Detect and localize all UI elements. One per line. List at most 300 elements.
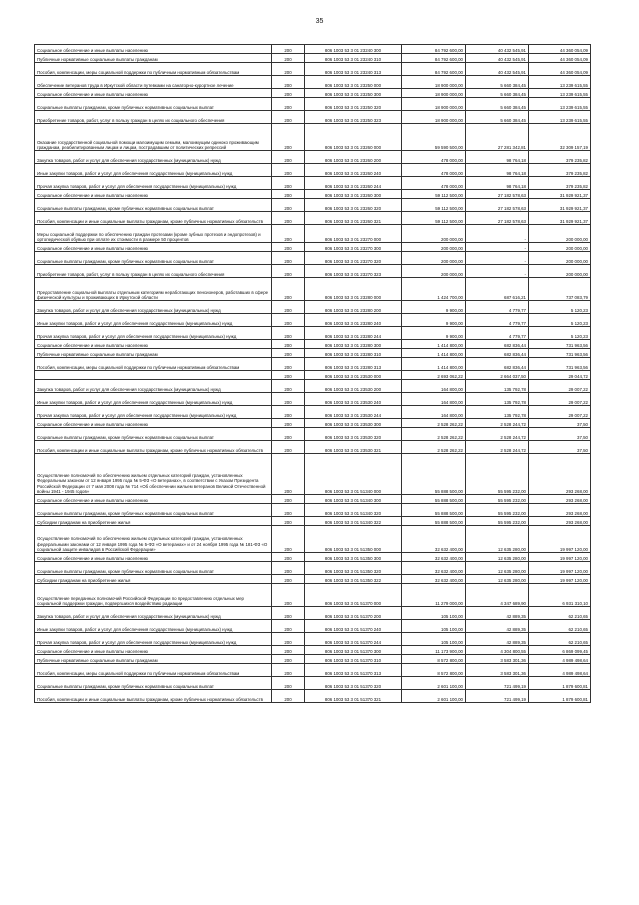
table-row — [35, 212, 591, 225]
row-unexecuted: 19 997 120,00 — [529, 553, 591, 562]
row-name: Социальное обеспечение и иные выплаты населению — [35, 45, 272, 54]
row-budget-code: 806 1003 53 3 01 23240 310 — [305, 54, 402, 63]
row-line-code: 200 — [272, 393, 305, 406]
table-row — [35, 517, 591, 526]
row-name: Осуществление полномочий по обеспечению жильем отдельных категорий граждан, установленных федеральными законами от 12 января 1995 года № 5-ФЗ «О ветеранах» и от 24 ноября 1995 года № 181-ФЗ «О социальной защите инвалидов в Российской Федерации» — [35, 526, 272, 553]
row-budget-code: 806 1003 53 3 01 23530 240 — [305, 393, 402, 406]
row-line-code: 200 — [272, 504, 305, 517]
row-line-code: 200 — [272, 690, 305, 703]
row-line-code: 200 — [272, 98, 305, 111]
row-unexecuted: 19 997 120,00 — [529, 526, 591, 553]
row-executed: 55 595 232,00 — [466, 517, 529, 526]
row-line-code: 200 — [272, 225, 305, 243]
row-line-code: 200 — [272, 252, 305, 265]
row-name: Меры социальной поддержки по обеспечению граждан протезами (кроме зубных протезов и эндопротезов) и ортопедической обувью при оплате их стоимости в размере 50 процентов — [35, 225, 272, 243]
row-name: Прочая закупка товаров, работ и услуг для обеспечения государственных (муниципальных) нужд — [35, 327, 272, 340]
budget-table — [34, 44, 591, 703]
row-line-code: 200 — [272, 76, 305, 89]
row-name: Пособия, компенсации, меры социальной поддержки по публичным нормативным обязательствам — [35, 664, 272, 677]
row-budget-code: 806 1003 53 3 01 51340 000 — [305, 454, 402, 495]
row-executed: 12 635 280,00 — [466, 553, 529, 562]
table-row — [35, 441, 591, 454]
row-name: Социальное обеспечение и иные выплаты населению — [35, 243, 272, 252]
row-executed: 2 528 244,72 — [466, 441, 529, 454]
row-budget-code: 806 1003 53 3 01 23280 000 — [305, 278, 402, 301]
row-budget-code: 806 1003 53 3 01 23260 321 — [305, 212, 402, 225]
row-line-code: 200 — [272, 265, 305, 278]
row-approved: 11 279 000,00 — [402, 584, 466, 607]
row-name: Закупка товаров, работ и услуг для обеспечения государственных (муниципальных) нужд — [35, 151, 272, 164]
row-budget-code: 806 1003 53 3 01 51350 000 — [305, 526, 402, 553]
row-line-code: 200 — [272, 553, 305, 562]
row-budget-code: 806 1003 53 3 01 23280 200 — [305, 301, 402, 314]
row-line-code: 200 — [272, 562, 305, 575]
row-executed: 2 528 244,72 — [466, 419, 529, 428]
row-approved: 55 888 500,00 — [402, 454, 466, 495]
row-unexecuted: 293 268,00 — [529, 454, 591, 495]
row-budget-code: 806 1003 53 3 01 23250 300 — [305, 89, 402, 98]
table-row — [35, 63, 591, 76]
row-budget-code: 806 1003 53 3 01 23280 240 — [305, 314, 402, 327]
row-unexecuted: 737 083,79 — [529, 278, 591, 301]
row-line-code: 200 — [272, 349, 305, 358]
row-executed: 55 595 232,00 — [466, 495, 529, 504]
row-name: Социальные выплаты гражданам, кроме публичных нормативных социальных выплат — [35, 428, 272, 441]
row-unexecuted: 1 879 600,81 — [529, 690, 591, 703]
row-line-code: 200 — [272, 124, 305, 151]
row-budget-code: 806 1003 53 3 01 23260 000 — [305, 124, 402, 151]
row-name: Прочая закупка товаров, работ и услуг для обеспечения государственных (муниципальных) нужд — [35, 406, 272, 419]
row-approved: 59 112 500,00 — [402, 190, 466, 199]
row-name: Иные закупки товаров, работ и услуг для обеспечения государственных (муниципальных) нужд — [35, 164, 272, 177]
row-unexecuted: 6 931 310,10 — [529, 584, 591, 607]
row-executed: 3 583 301,36 — [466, 664, 529, 677]
row-executed: 5 660 384,45 — [466, 89, 529, 98]
table-row — [35, 124, 591, 151]
row-executed: 12 635 280,00 — [466, 562, 529, 575]
row-budget-code: 806 1003 53 3 01 23240 300 — [305, 45, 402, 54]
row-approved: 2 528 262,22 — [402, 441, 466, 454]
row-budget-code: 806 1003 53 3 01 23530 300 — [305, 419, 402, 428]
row-approved: 11 173 900,00 — [402, 646, 466, 655]
row-budget-code: 806 1003 53 3 01 23280 300 — [305, 340, 402, 349]
row-approved: 1 424 700,00 — [402, 278, 466, 301]
row-name: Приобретение товаров, работ, услуг в пользу граждан в целях их социального обеспечения — [35, 265, 272, 278]
row-executed: 27 281 342,81 — [466, 124, 529, 151]
row-line-code: 200 — [272, 340, 305, 349]
row-budget-code: 806 1003 53 3 01 51370 240 — [305, 620, 402, 633]
row-unexecuted: 5 120,23 — [529, 327, 591, 340]
row-name: Социальные выплаты гражданам, кроме публичных нормативных социальных выплат — [35, 504, 272, 517]
row-unexecuted: 200 000,00 — [529, 252, 591, 265]
row-name: Прочая закупка товаров, работ и услуг для обеспечения государственных (муниципальных) нужд — [35, 633, 272, 646]
row-unexecuted: 29 007,22 — [529, 380, 591, 393]
row-line-code: 200 — [272, 620, 305, 633]
row-executed: 682 836,44 — [466, 358, 529, 371]
row-approved: 164 800,00 — [402, 393, 466, 406]
row-unexecuted: 62 210,65 — [529, 633, 591, 646]
row-line-code: 200 — [272, 111, 305, 124]
row-line-code: 200 — [272, 190, 305, 199]
table-row — [35, 243, 591, 252]
row-executed: 98 764,18 — [466, 164, 529, 177]
row-name: Субсидии гражданам на приобретение жилья — [35, 517, 272, 526]
row-budget-code: 806 1003 53 3 01 23530 200 — [305, 380, 402, 393]
row-executed: 98 764,18 — [466, 151, 529, 164]
row-approved: 18 900 000,00 — [402, 98, 466, 111]
row-unexecuted: 29 044,72 — [529, 371, 591, 380]
row-approved: 84 792 600,00 — [402, 54, 466, 63]
row-name: Пособия, компенсации, меры социальной поддержки по публичным нормативным обязательствам — [35, 63, 272, 76]
row-name: Публичные нормативные социальные выплаты гражданам — [35, 349, 272, 358]
row-unexecuted: 32 309 157,19 — [529, 124, 591, 151]
table-row — [35, 620, 591, 633]
row-executed: 135 792,78 — [466, 406, 529, 419]
row-executed: 2 528 244,72 — [466, 428, 529, 441]
row-line-code: 200 — [272, 45, 305, 54]
row-approved: 59 590 500,00 — [402, 124, 466, 151]
row-approved: 478 000,00 — [402, 177, 466, 190]
table-row — [35, 504, 591, 517]
row-unexecuted: 31 929 921,37 — [529, 199, 591, 212]
row-name: Субсидии гражданам на приобретение жилья — [35, 575, 272, 584]
row-line-code: 200 — [272, 575, 305, 584]
row-line-code: 200 — [272, 454, 305, 495]
row-approved: 105 100,00 — [402, 620, 466, 633]
row-budget-code: 806 1003 53 3 01 51370 200 — [305, 607, 402, 620]
row-budget-code: 806 1003 53 3 01 51370 320 — [305, 677, 402, 690]
row-executed: 12 635 280,00 — [466, 575, 529, 584]
row-budget-code: 806 1003 53 3 01 51370 244 — [305, 633, 402, 646]
row-line-code: 200 — [272, 607, 305, 620]
row-name: Социальные выплаты гражданам, кроме публичных нормативных социальных выплат — [35, 98, 272, 111]
row-name: Иные закупки товаров, работ и услуг для обеспечения государственных (муниципальных) нужд — [35, 314, 272, 327]
table-row — [35, 54, 591, 63]
table-row — [35, 664, 591, 677]
table-row — [35, 199, 591, 212]
row-unexecuted: 200 000,00 — [529, 265, 591, 278]
row-executed: 55 595 232,00 — [466, 454, 529, 495]
row-name: Пособия, компенсации и иные социальные выплаты гражданам, кроме публичных нормативных обязательств — [35, 690, 272, 703]
row-budget-code: 806 1003 53 3 01 51370 321 — [305, 690, 402, 703]
row-name: Социальные выплаты гражданам, кроме публичных нормативных социальных выплат — [35, 677, 272, 690]
row-budget-code: 806 1003 53 3 01 51340 322 — [305, 517, 402, 526]
table-row — [35, 646, 591, 655]
row-name: Социальное обеспечение и иные выплаты населению — [35, 495, 272, 504]
row-executed: 4 779,77 — [466, 327, 529, 340]
row-name: Пособия, компенсации и иные социальные выплаты гражданам, кроме публичных нормативных обязательств — [35, 441, 272, 454]
table-row — [35, 526, 591, 553]
row-line-code: 200 — [272, 212, 305, 225]
table-row — [35, 371, 591, 380]
row-executed: 40 432 545,91 — [466, 63, 529, 76]
table-row — [35, 301, 591, 314]
row-budget-code: 806 1003 53 3 01 23260 300 — [305, 190, 402, 199]
table-row — [35, 278, 591, 301]
row-approved: 2 528 262,22 — [402, 428, 466, 441]
row-executed: 5 660 384,45 — [466, 76, 529, 89]
row-executed: - — [466, 225, 529, 243]
row-budget-code: 806 1003 53 3 01 51370 000 — [305, 584, 402, 607]
row-budget-code: 806 1003 53 3 01 23530 320 — [305, 428, 402, 441]
row-budget-code: 806 1003 53 3 01 23270 000 — [305, 225, 402, 243]
row-executed: 40 432 545,91 — [466, 45, 529, 54]
table-row — [35, 252, 591, 265]
table-row — [35, 76, 591, 89]
row-executed: 27 182 578,63 — [466, 190, 529, 199]
table-row — [35, 358, 591, 371]
row-approved: 1 414 800,00 — [402, 358, 466, 371]
row-executed: 42 889,35 — [466, 607, 529, 620]
row-name: Социальные выплаты гражданам, кроме публичных нормативных социальных выплат — [35, 199, 272, 212]
row-approved: 59 112 500,00 — [402, 199, 466, 212]
table-row — [35, 419, 591, 428]
row-line-code: 200 — [272, 314, 305, 327]
table-row — [35, 584, 591, 607]
row-budget-code: 806 1003 53 3 01 23260 240 — [305, 164, 402, 177]
row-approved: 164 800,00 — [402, 380, 466, 393]
row-unexecuted: 37,50 — [529, 441, 591, 454]
row-budget-code: 806 1003 53 3 01 51340 300 — [305, 495, 402, 504]
row-approved: 9 900,00 — [402, 314, 466, 327]
row-unexecuted: 4 989 498,64 — [529, 655, 591, 664]
row-unexecuted: 379 235,82 — [529, 177, 591, 190]
table-row — [35, 164, 591, 177]
row-budget-code: 806 1003 53 3 01 23270 300 — [305, 243, 402, 252]
row-name: Иные закупки товаров, работ и услуг для обеспечения государственных (муниципальных) нужд — [35, 620, 272, 633]
table-row — [35, 45, 591, 54]
row-name: Иные закупки товаров, работ и услуг для обеспечения государственных (муниципальных) нужд — [35, 393, 272, 406]
row-name: Закупка товаров, работ и услуг для обеспечения государственных (муниципальных) нужд — [35, 380, 272, 393]
row-name: Обеспечение ветеранов труда в Иркутской области путевками на санаторно-курортное лечение — [35, 76, 272, 89]
row-approved: 105 100,00 — [402, 607, 466, 620]
row-executed: 687 616,21 — [466, 278, 529, 301]
row-executed: - — [466, 243, 529, 252]
row-executed: 55 595 232,00 — [466, 504, 529, 517]
row-unexecuted: 31 929 921,37 — [529, 212, 591, 225]
row-executed: 5 660 384,45 — [466, 111, 529, 124]
row-line-code: 200 — [272, 278, 305, 301]
row-executed: 721 499,19 — [466, 690, 529, 703]
table-row — [35, 225, 591, 243]
row-executed: 12 635 280,00 — [466, 526, 529, 553]
row-line-code: 200 — [272, 495, 305, 504]
table-row — [35, 575, 591, 584]
row-unexecuted: 19 997 120,00 — [529, 562, 591, 575]
row-executed: 682 836,44 — [466, 340, 529, 349]
row-executed: 682 836,44 — [466, 349, 529, 358]
row-budget-code: 806 1003 53 3 01 23270 323 — [305, 265, 402, 278]
row-line-code: 200 — [272, 584, 305, 607]
row-approved: 200 000,00 — [402, 265, 466, 278]
table-row — [35, 633, 591, 646]
table-row — [35, 89, 591, 98]
table-row — [35, 495, 591, 504]
row-line-code: 200 — [272, 419, 305, 428]
row-executed: 4 347 689,90 — [466, 584, 529, 607]
row-executed: 4 779,77 — [466, 301, 529, 314]
row-budget-code: 806 1003 53 3 01 51350 320 — [305, 562, 402, 575]
row-approved: 55 888 500,00 — [402, 504, 466, 517]
table-row — [35, 190, 591, 199]
row-approved: 8 572 800,00 — [402, 655, 466, 664]
row-line-code: 200 — [272, 243, 305, 252]
row-unexecuted: 731 963,56 — [529, 358, 591, 371]
row-name: Пособия, компенсации, меры социальной поддержки по публичным нормативным обязательствам — [35, 358, 272, 371]
table-row — [35, 265, 591, 278]
row-executed: 42 889,35 — [466, 620, 529, 633]
row-budget-code: 806 1003 53 3 01 51370 300 — [305, 646, 402, 655]
row-budget-code: 806 1003 53 3 01 23260 200 — [305, 151, 402, 164]
table-row — [35, 428, 591, 441]
row-line-code: 200 — [272, 655, 305, 664]
row-name: Социальное обеспечение и иные выплаты населению — [35, 340, 272, 349]
row-approved: 105 100,00 — [402, 633, 466, 646]
row-budget-code: 806 1003 53 3 01 51340 320 — [305, 504, 402, 517]
row-line-code: 200 — [272, 664, 305, 677]
row-budget-code: 806 1003 53 3 01 23250 000 — [305, 76, 402, 89]
row-line-code: 200 — [272, 177, 305, 190]
row-unexecuted: 13 239 615,55 — [529, 111, 591, 124]
table-row — [35, 340, 591, 349]
row-budget-code: 806 1003 53 3 01 51370 313 — [305, 664, 402, 677]
row-unexecuted: 379 235,82 — [529, 151, 591, 164]
row-unexecuted: 44 360 054,09 — [529, 54, 591, 63]
row-name: Закупка товаров, работ и услуг для обеспечения государственных (муниципальных) нужд — [35, 607, 272, 620]
row-approved: 2 601 100,00 — [402, 690, 466, 703]
table-row — [35, 314, 591, 327]
row-approved: 1 414 800,00 — [402, 340, 466, 349]
row-executed: 98 764,18 — [466, 177, 529, 190]
row-line-code: 200 — [272, 358, 305, 371]
row-approved: 84 792 600,00 — [402, 63, 466, 76]
row-unexecuted: 37,50 — [529, 419, 591, 428]
table-row — [35, 553, 591, 562]
row-name: Оказание государственной социальной помощи малоимущим семьям, малоимущим одиноко проживающим гражданам, реабилитированным лицам и лицам, пострадавшим от политических репрессий — [35, 124, 272, 151]
row-approved: 2 601 100,00 — [402, 677, 466, 690]
row-executed: 135 792,78 — [466, 393, 529, 406]
table-row — [35, 677, 591, 690]
table-row — [35, 111, 591, 124]
row-name: Приобретение товаров, работ, услуг в пользу граждан в целях их социального обеспечения — [35, 111, 272, 124]
row-unexecuted: 13 239 615,55 — [529, 89, 591, 98]
row-unexecuted: 293 268,00 — [529, 517, 591, 526]
row-name: Осуществление полномочий по обеспечению жильем отдельных категорий граждан, установленных Федеральным законом от 12 января 1995 года № 5-ФЗ «О ветеранах», в соответствии с Указом Президента Российской Федерации от 7 мая 2008 года № 714 «Об обеспечении жильем ветеранов Великой Отечественной войны 1941 - 1945 годов» — [35, 454, 272, 495]
row-name: Социальное обеспечение и иные выплаты населению — [35, 190, 272, 199]
row-line-code: 200 — [272, 380, 305, 393]
row-name: Социальные выплаты гражданам, кроме публичных нормативных социальных выплат — [35, 252, 272, 265]
table-row — [35, 393, 591, 406]
row-line-code: 200 — [272, 406, 305, 419]
row-unexecuted: 293 268,00 — [529, 504, 591, 517]
row-approved: 18 900 000,00 — [402, 76, 466, 89]
row-approved: 18 900 000,00 — [402, 111, 466, 124]
table-body — [35, 45, 591, 703]
table-row — [35, 380, 591, 393]
row-approved: 2 528 262,22 — [402, 419, 466, 428]
row-line-code: 200 — [272, 526, 305, 553]
row-approved: 32 632 400,00 — [402, 553, 466, 562]
table-row — [35, 349, 591, 358]
row-name: Социальное обеспечение и иные выплаты населению — [35, 553, 272, 562]
row-budget-code: 806 1003 53 3 01 23530 244 — [305, 406, 402, 419]
row-approved: 8 572 800,00 — [402, 664, 466, 677]
row-budget-code: 806 1003 53 3 01 23240 313 — [305, 63, 402, 76]
row-name: Предоставление социальной выплаты отдельным категориям неработающих пенсионеров, работавших в сфере физической культуры и проживающих в Иркутской области — [35, 278, 272, 301]
table-row — [35, 454, 591, 495]
row-executed: 27 182 578,63 — [466, 212, 529, 225]
row-executed: 4 304 800,55 — [466, 646, 529, 655]
table-row — [35, 151, 591, 164]
row-budget-code: 806 1003 53 3 01 23530 321 — [305, 441, 402, 454]
row-line-code: 200 — [272, 327, 305, 340]
row-budget-code: 806 1003 53 3 01 51350 322 — [305, 575, 402, 584]
row-unexecuted: 29 007,22 — [529, 406, 591, 419]
row-budget-code: 806 1003 53 3 01 23530 000 — [305, 371, 402, 380]
row-unexecuted: 19 997 120,00 — [529, 575, 591, 584]
row-approved: 32 632 400,00 — [402, 526, 466, 553]
row-name: Социальное обеспечение и иные выплаты населению — [35, 89, 272, 98]
row-unexecuted: 13 239 615,55 — [529, 76, 591, 89]
row-approved: 200 000,00 — [402, 252, 466, 265]
row-unexecuted: 293 268,00 — [529, 495, 591, 504]
row-executed: 2 664 037,50 — [466, 371, 529, 380]
row-unexecuted: 62 210,65 — [529, 607, 591, 620]
row-unexecuted: 1 879 600,81 — [529, 677, 591, 690]
row-approved: 1 414 800,00 — [402, 349, 466, 358]
row-executed: 721 499,19 — [466, 677, 529, 690]
row-line-code: 200 — [272, 199, 305, 212]
row-unexecuted: 37,50 — [529, 428, 591, 441]
row-executed: 3 583 301,36 — [466, 655, 529, 664]
row-executed: 135 792,78 — [466, 380, 529, 393]
table-row — [35, 562, 591, 575]
row-name: Социальное обеспечение и иные выплаты населению — [35, 419, 272, 428]
row-line-code: 200 — [272, 54, 305, 63]
row-name: Публичные нормативные социальные выплаты гражданам — [35, 655, 272, 664]
row-unexecuted: 62 210,65 — [529, 620, 591, 633]
row-unexecuted: 200 000,00 — [529, 243, 591, 252]
row-approved: 84 792 600,00 — [402, 45, 466, 54]
row-name: Пособия, компенсации и иные социальные выплаты гражданам, кроме публичных нормативных обязательств — [35, 212, 272, 225]
row-line-code: 200 — [272, 633, 305, 646]
row-executed: - — [466, 252, 529, 265]
row-budget-code: 806 1003 53 3 01 23260 320 — [305, 199, 402, 212]
table-row — [35, 607, 591, 620]
row-executed: 27 182 578,63 — [466, 199, 529, 212]
row-line-code: 200 — [272, 164, 305, 177]
row-executed: - — [466, 265, 529, 278]
row-approved: 9 900,00 — [402, 327, 466, 340]
row-executed: 4 779,77 — [466, 314, 529, 327]
row-approved: 2 693 062,22 — [402, 371, 466, 380]
row-approved: 32 632 400,00 — [402, 562, 466, 575]
row-unexecuted: 731 963,56 — [529, 349, 591, 358]
row-name: Прочая закупка товаров, работ и услуг для обеспечения государственных (муниципальных) нужд — [35, 177, 272, 190]
row-line-code: 200 — [272, 371, 305, 380]
row-line-code: 200 — [272, 428, 305, 441]
row-budget-code: 806 1003 53 3 01 23280 310 — [305, 349, 402, 358]
row-unexecuted: 13 239 615,55 — [529, 98, 591, 111]
row-unexecuted: 44 360 054,09 — [529, 63, 591, 76]
table-row — [35, 177, 591, 190]
row-name: Осуществление переданных полномочий Российской Федерации по предоставлению отдельных мер социальной поддержки граждан, подвергшихся воздействию радиации — [35, 584, 272, 607]
row-approved: 59 112 500,00 — [402, 212, 466, 225]
row-budget-code: 806 1003 53 3 01 23270 320 — [305, 252, 402, 265]
row-approved: 164 800,00 — [402, 406, 466, 419]
row-budget-code: 806 1003 53 3 01 51370 310 — [305, 655, 402, 664]
row-line-code: 200 — [272, 63, 305, 76]
